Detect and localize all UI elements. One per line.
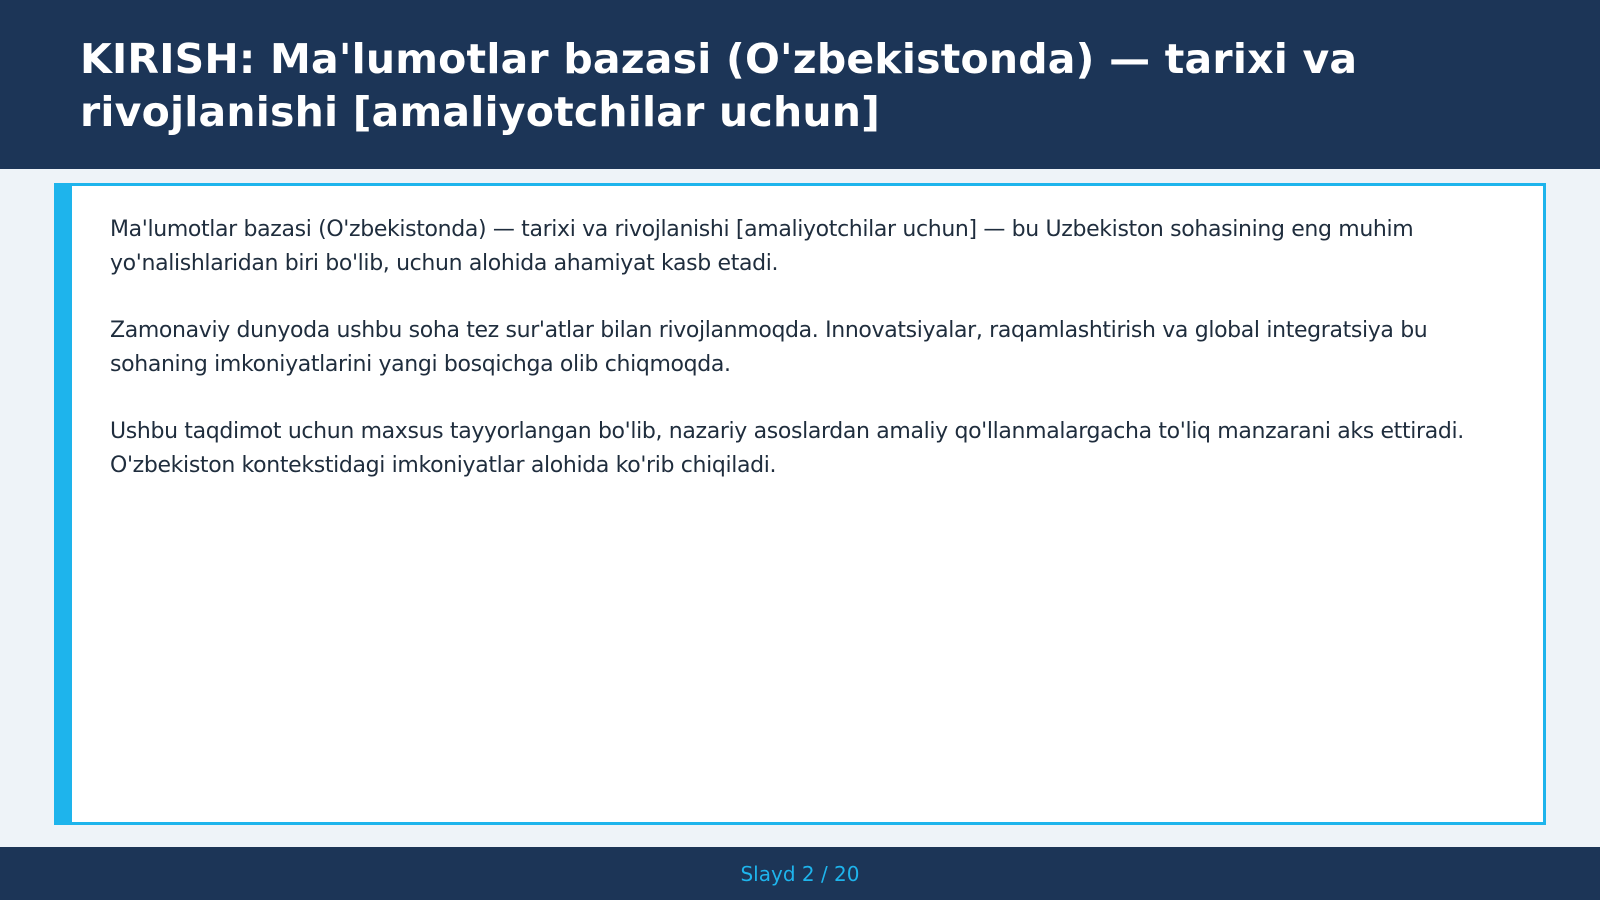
modern-world-paragraph: Zamonaviy dunyoda ushbu soha tez sur'atlar bilan rivojlanmoqda. Innovatsiyalar, raqamlashtirish va global integratsiya bu sohaning imkoniyatlarini yangi bosqichga olib chiqmoqda. bbox=[110, 318, 1428, 377]
slide-counter: Slayd 2 / 20 bbox=[740, 861, 860, 886]
presentation-purpose-paragraph: Ushbu taqdimot uchun maxsus tayyorlangan bo'lib, nazariy asoslardan amaliy qo'llanmalargacha to'liq manzarani aks ettiradi. O'zbekiston kontekstidagi imkoniyatlar alohida ko'rib chiqiladi. bbox=[110, 419, 1464, 478]
content-panel bbox=[54, 183, 1546, 825]
intro-paragraph: Ma'lumotlar bazasi (O'zbekistonda) — tarixi va rivojlanishi [amaliyotchilar uchun] — bu Uzbekiston sohasining eng muhim yo'nalishlaridan biri bo'lib, uchun alohida ahamiyat kasb etadi. bbox=[110, 217, 1414, 276]
slide-title: KIRISH: Ma'lumotlar bazasi (O'zbekistonda) — tarixi va rivojlanishi [amaliyotchilar uchun] bbox=[80, 35, 1358, 136]
slide-header bbox=[0, 0, 1600, 169]
slide-footer bbox=[0, 847, 1600, 900]
